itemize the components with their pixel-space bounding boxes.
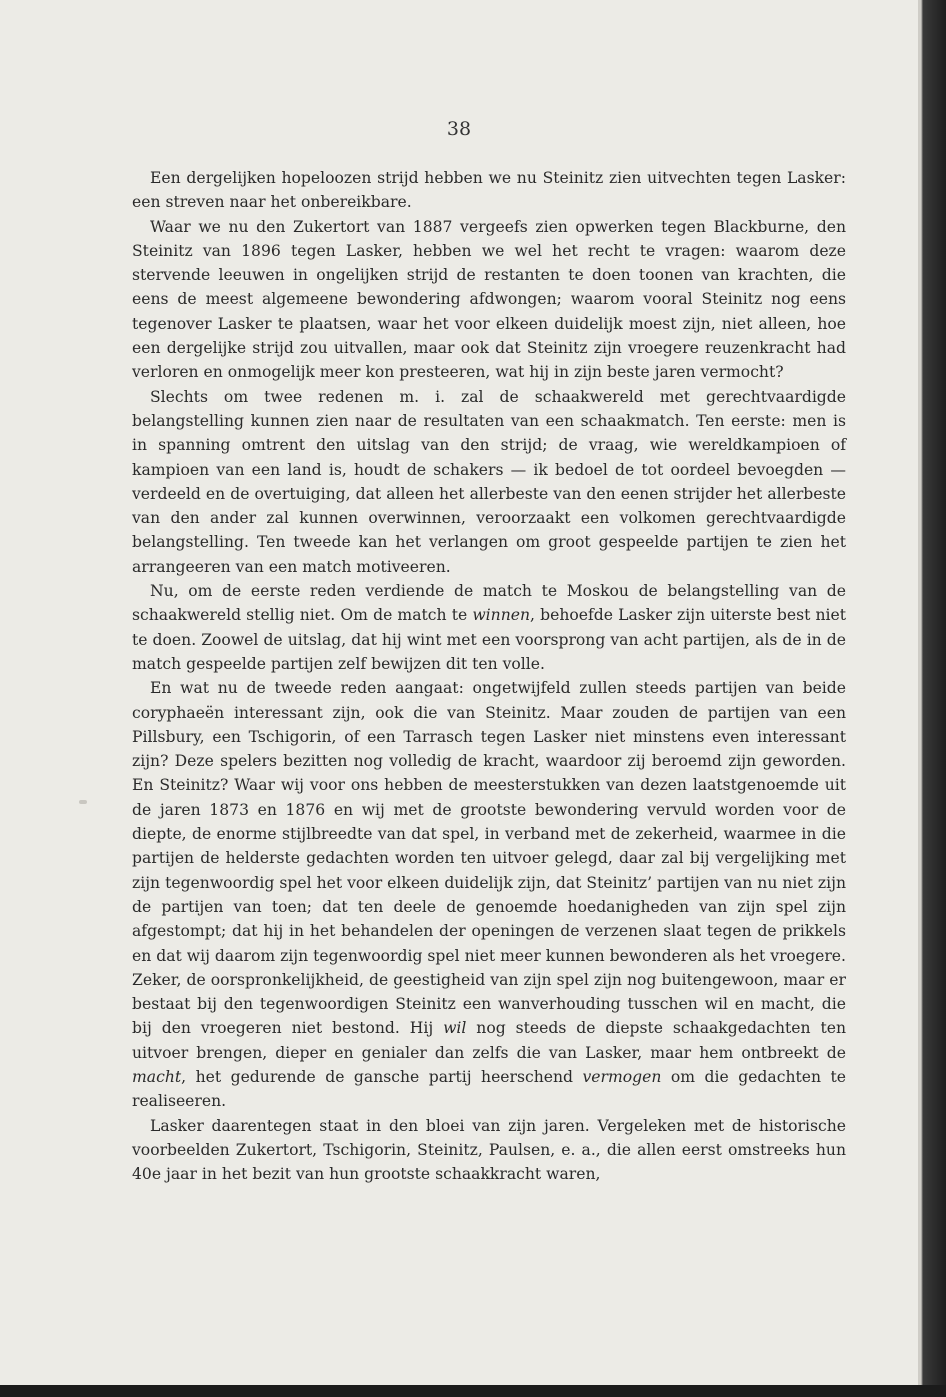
page-number: 38 — [446, 118, 472, 140]
paragraph — [132, 1114, 846, 1187]
emphasized-text: wil — [443, 1019, 467, 1038]
text-run: Nu, om de eerste reden verdiende de match te Moskou de belangstelling van de schaakwereld stellig niet. Om de match te — [132, 582, 846, 625]
text-run: Slechts om twee redenen m. i. zal de schaakwereld met gerechtvaardigde belangstelling kunnen zien naar de resultaten van een schaakmatch. Ten eerste: men is in spanning omtrent den uitslag van den strijd; de vraag, wie wereldkampioen of kampioen van een land is, houdt de schakers — ik bedoel de tot oordeel bevoegden — verdeeld en de overtuiging, dat alleen het allerbeste van den eenen strijder het allerbeste van den ander zal kunnen overwinnen, veroorzaakt een volkomen gerechtvaardigde belangstelling. Ten tweede kan het verlangen om groot gespeelde partijen te zien het arrangeeren van een match motiveeren. — [132, 387, 846, 576]
text-run: om die gedachten te realiseeren. — [132, 1067, 846, 1111]
body-text — [132, 166, 846, 1186]
text-run: nog steeds de diepste schaakgedachten ten uitvoer brengen, dieper en genialer dan zelfs die van Lasker, maar hem ontbreekt de — [132, 1019, 846, 1062]
paragraph — [132, 166, 846, 215]
text-run: Waar we nu den Zukertort van 1887 vergeefs zien opwerken tegen Blackburne, den Steinitz van 1896 tegen Lasker, hebben we wel het recht te vragen: waarom deze stervende leeuwen in ongelijken strijd de restanten te doen toonen van krachten, die eens de meest algemeene bewondering afdwongen; waarom vooral Steinitz nog eens tegenover Lasker te plaatsen, waar het voor elkeen duidelijk moest zijn, niet alleen, hoe een dergelijke strijd zou uitvallen, maar ook dat Steinitz zijn vroegere reuzenkracht had verloren en onmogelijk meer kon presteeren, wat hij in zijn beste jaren vermocht? — [132, 217, 846, 382]
paper-speck — [79, 800, 87, 804]
emphasized-text: macht — [132, 1067, 182, 1086]
text-run: Een dergelijken hopeloozen strijd hebben we nu Steinitz zien uitvechten tegen Lasker: een streven naar het onbereikbare. — [132, 169, 846, 212]
text-run: , het gedurende de gansche partij heerschend — [181, 1067, 583, 1086]
scan-edge-right — [918, 0, 946, 1397]
scan-edge-bottom — [0, 1385, 946, 1397]
paragraph — [132, 385, 846, 579]
paragraph — [132, 676, 846, 1113]
emphasized-text: winnen — [472, 606, 531, 625]
emphasized-text: vermogen — [582, 1067, 662, 1086]
text-run: , behoefde Lasker zijn uiterste best niet te doen. Zoowel de uitslag, dat hij wint met een voorsprong van acht partijen, als de in de match gespeelde partijen zelf bewijzen dit ten volle. — [132, 606, 846, 673]
paragraph — [132, 215, 846, 385]
text-run: Lasker daarentegen staat in den bloei van zijn jaren. Vergeleken met de historische voorbeelden Zukertort, Tschigorin, Steinitz, Paulsen, e. a., die allen eerst omstreeks hun 40e jaar in het bezit van hun grootste schaakkracht waren, — [132, 1116, 846, 1184]
text-run: En wat nu de tweede reden aangaat: ongetwijfeld zullen steeds partijen van beide coryphaeën interessant zijn, ook die van Steinitz. Maar zouden de partijen van een Pillsbury, een Tschigorin, of een Tarrasch tegen Lasker niet minstens even interessant zijn? Deze spelers bezitten nog volledig de kracht, waardoor zij beroemd zijn geworden. En Steinitz? Waar wij voor ons hebben de meesterstukken van dezen laatstgenoemde uit de jaren 1873 en 1876 en wij met de grootste bewondering vervuld worden voor de diepte, de enorme stijlbreedte van dat spel, in verband met de zekerheid, waarmee in die partijen de helderste gedachten worden ten uitvoer gelegd, daar zal bij vergelijking met zijn tegenwoordig spel het voor elkeen duidelijk zijn, dat Steinitz’ partijen van nu niet zijn de partijen van toen; dat ten deele de genoemde hoedanigheden van zijn spel zijn afgestompt; dat hij in het behandelen der openingen de verzenen slaat tegen de prikkels en dat wij daarom zijn tegenwoordig spel niet meer kunnen bewonderen als het vroegere. Zeker, de oorspronkelijkheid, de geestigheid van zijn spel zijn nog buitengewoon, maar er bestaat bij den tegenwoordigen Steinitz een wanverhouding tusschen wil en macht, die bij den vroegeren niet bestond. Hij — [132, 679, 846, 1038]
paragraph — [132, 579, 846, 676]
